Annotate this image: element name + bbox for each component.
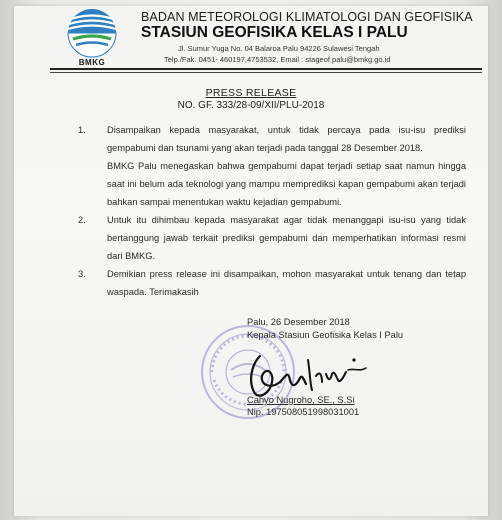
press-release-title: PRESS RELEASE	[205, 87, 297, 99]
signatory-position: Kepala Stasiun Geofisika Kelas I Palu	[247, 329, 404, 340]
station-address: Jl. Sumur Yuga No. 04 Balaroa Palu 94226 Sulawesi Tengah	[178, 44, 380, 53]
item-paragraph: Untuk itu dihimbau kepada masyarakat agar tidak menanggapi isu-isu yang tidak bertanggung jawab terkait prediksi gempabumi dan memperhatikan informasi resmi dari BMKG.	[107, 215, 466, 261]
item-number: 1.	[78, 125, 86, 135]
statement-list	[78, 121, 466, 301]
item-paragraph: Disampaikan kepada masyarakat, untuk tidak percaya pada isu-isu prediksi gempabumi dan tsunami yang akan terjadi pada tanggal 28 Desember 2018.	[107, 125, 466, 153]
letterhead-divider-thin	[50, 72, 482, 73]
signatory-nip: Nip. 197508051998031001	[247, 407, 360, 417]
item-number: 2.	[78, 215, 86, 225]
logo-label: BMKG	[78, 58, 106, 67]
statement-item	[78, 211, 466, 265]
press-release-number: NO. GF. 333/28-09/XII/PLU-2018	[177, 100, 325, 111]
signature-block	[247, 316, 403, 341]
agency-name: BADAN METEOROLOGI KLIMATOLOGI DAN GEOFISIKA	[141, 10, 473, 24]
item-number: 3.	[78, 269, 86, 279]
bmkg-logo	[64, 6, 120, 72]
item-paragraph: Demikian press release ini disampaikan, mohon masyarakat untuk tenang dan tetap waspada. Terimakasih	[107, 269, 466, 297]
signatory-name: Cahyo Nugroho, SE., S.Si	[247, 395, 355, 405]
handwritten-signature	[236, 346, 376, 402]
statement-item	[78, 265, 466, 301]
letterhead-divider	[50, 68, 482, 70]
station-contact: Telp./Fak. 0451- 460197,4753532, Email : stageof palu@bmkg.go.id	[164, 55, 391, 64]
place-date: Palu, 26 Desember 2018	[247, 317, 350, 327]
statement-item	[78, 121, 466, 211]
station-name: STASIUN GEOFISIKA KELAS I PALU	[141, 24, 408, 41]
item-paragraph: BMKG Palu menegaskan bahwa gempabumi dapat terjadi setiap saat namun hingga saat ini belum ada teknologi yang mampu memprediksi kapan gempabumi akan terjadi bahkan sampai menentukan waktu kejadian gempabumi.	[107, 161, 466, 207]
